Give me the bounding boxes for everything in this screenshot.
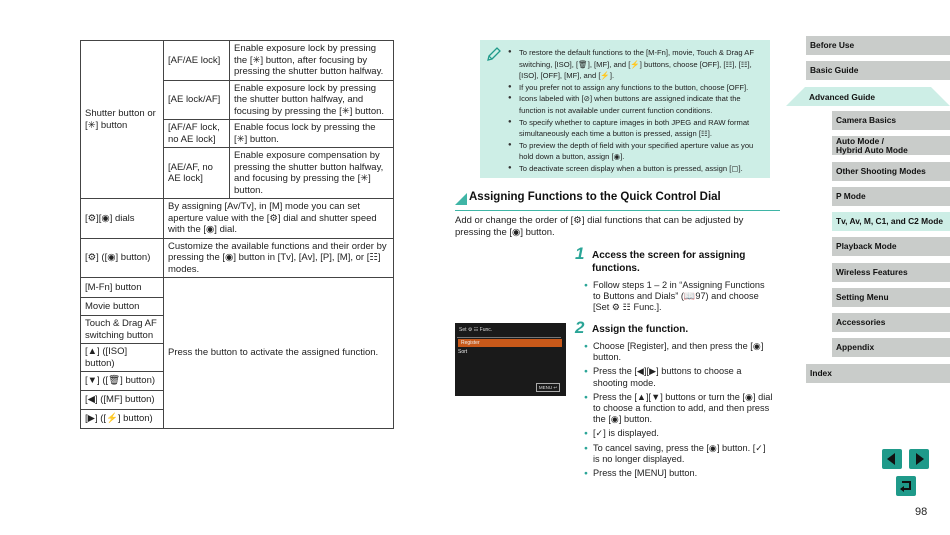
heading-triangle-icon bbox=[455, 193, 467, 205]
left-button-cell: [◀] ([MF] button) bbox=[81, 391, 164, 410]
pencil-icon bbox=[486, 46, 502, 62]
function-name: [AF/AE lock] bbox=[164, 41, 230, 81]
tip-box bbox=[480, 40, 770, 178]
function-desc: Enable exposure lock by pressing the [✳] button, after focusing by pressing the shutter button halfway. bbox=[230, 41, 394, 81]
list-item: ● Press the [◀][▶] buttons to choose a shooting mode. bbox=[584, 366, 774, 388]
assign-desc: Press the button to activate the assigned function. bbox=[164, 278, 394, 429]
function-name: [AE/AF, no AE lock] bbox=[164, 148, 230, 199]
nav-index[interactable]: Index bbox=[806, 364, 950, 383]
step-1-bullets bbox=[584, 280, 774, 317]
step-title: Access the screen for assigning functions. bbox=[592, 250, 746, 274]
section-title: Assigning Functions to the Quick Control Dial bbox=[469, 191, 721, 203]
table-row bbox=[81, 238, 394, 278]
step-number: 1 bbox=[575, 244, 585, 263]
tip-item: ● To specify whether to capture images in both JPEG and RAW format simultaneously each time a button is pressed, assign [☷]. bbox=[508, 117, 762, 140]
section-heading bbox=[455, 190, 780, 211]
function-desc: Enable focus lock by pressing the [✳] button. bbox=[230, 120, 394, 148]
dials-cell: [⚙][◉] dials bbox=[81, 199, 164, 239]
nav-camera-basics[interactable]: Camera Basics bbox=[832, 111, 950, 130]
function-table bbox=[80, 40, 394, 429]
function-desc: Enable exposure compensation by pressing the shutter button halfway, and focusing by pressing the [✳] button. bbox=[230, 148, 394, 199]
list-item: ● Press the [▲][▼] buttons or turn the [◉] dial to choose a function to add, and then press the [◉] button. bbox=[584, 392, 774, 426]
touch-drag-cell: Touch & Drag AF switching button bbox=[81, 316, 164, 344]
back-button[interactable] bbox=[896, 476, 916, 496]
nav-playback[interactable]: Playback Mode bbox=[832, 237, 950, 256]
camera-screen-header: Set ⚙ ☷ Func. bbox=[459, 327, 493, 333]
camera-screen-image bbox=[455, 323, 566, 396]
shutter-button-cell: Shutter button or [✳] button bbox=[81, 41, 164, 199]
menu-item-selected: Register bbox=[458, 339, 562, 347]
nav-accessories[interactable]: Accessories bbox=[832, 313, 950, 332]
next-page-button[interactable] bbox=[909, 449, 929, 469]
tip-item: ● To deactivate screen display when a button is pressed, assign [▢]. bbox=[508, 163, 762, 175]
dials-desc: By assigning [Av/Tv], in [M] mode you can set aperture value with the [⚙] dial and shutter speed with the [◉] dial. bbox=[164, 199, 394, 239]
function-name: [AF/AF lock, no AE lock] bbox=[164, 120, 230, 148]
list-item: ● [✓] is displayed. bbox=[584, 428, 774, 439]
mfn-cell: [M-Fn] button bbox=[81, 278, 164, 298]
nav-before-use[interactable]: Before Use bbox=[806, 36, 950, 55]
table-row bbox=[81, 41, 394, 81]
nav-tv-av-mode[interactable]: Tv, Av, M, C1, and C2 Mode bbox=[832, 212, 950, 231]
list-item: ● To cancel saving, press the [◉] button. [✓] is no longer displayed. bbox=[584, 443, 774, 465]
divider bbox=[457, 337, 561, 338]
nav-advanced-guide[interactable]: Advanced Guide bbox=[786, 87, 950, 106]
arrow-right-icon bbox=[909, 449, 929, 469]
nav-auto-mode[interactable]: Auto Mode / Hybrid Auto Mode bbox=[832, 136, 950, 155]
movie-cell: Movie button bbox=[81, 298, 164, 316]
menu-item: Sort bbox=[458, 349, 468, 355]
arrow-left-icon bbox=[882, 449, 902, 469]
prev-page-button[interactable] bbox=[882, 449, 902, 469]
tip-item: ● Icons labeled with [⊘] when buttons are assigned indicate that the function is not available under current function conditions. bbox=[508, 93, 762, 116]
nav-appendix[interactable]: Appendix bbox=[832, 338, 950, 357]
step-number: 2 bbox=[575, 318, 585, 337]
tip-item: ● To preview the depth of field with your specified aperture value as you hold down a button, assign [◉]. bbox=[508, 140, 762, 163]
function-desc: Enable exposure lock by pressing the shutter button halfway, and focusing by pressing the [✳] button. bbox=[230, 80, 394, 120]
section-intro: Add or change the order of [⚙] dial functions that can be adjusted by pressing the [◉] button. bbox=[455, 215, 744, 238]
tip-item: ● To restore the default functions to the [M-Fn], movie, Touch & Drag AF switching, [ISO], [🗑], [MF], and [⚡] buttons, choose [OFF], [☷], [☷], [ISO], [OFF], [MF], and [⚡]. bbox=[508, 47, 762, 82]
nav-other-shooting[interactable]: Other Shooting Modes bbox=[832, 162, 950, 181]
nav-setting-menu[interactable]: Setting Menu bbox=[832, 288, 950, 307]
down-button-cell: [▼] ([🗑] button) bbox=[81, 372, 164, 391]
function-name: [AE lock/AF] bbox=[164, 80, 230, 120]
list-item: ● Press the [MENU] button. bbox=[584, 468, 774, 479]
quick-control-cell: [⚙] ([◉] button) bbox=[81, 238, 164, 278]
list-item: ● Follow steps 1 – 2 in “Assigning Functions to Buttons and Dials” (📖97) and choose [Set ⚙ ☷ Func.]. bbox=[584, 280, 774, 314]
table-row bbox=[81, 199, 394, 239]
return-icon bbox=[896, 476, 916, 496]
page-number: 98 bbox=[915, 506, 928, 518]
menu-back-icon: MENU ↩ bbox=[536, 383, 560, 392]
tip-item: ● If you prefer not to assign any functions to the button, choose [OFF]. bbox=[508, 82, 762, 94]
tip-list bbox=[480, 40, 770, 175]
nav-basic-guide[interactable]: Basic Guide bbox=[806, 61, 950, 80]
table-row bbox=[81, 278, 394, 298]
right-button-cell: [▶] ([⚡] button) bbox=[81, 410, 164, 429]
list-item: ● Choose [Register], and then press the [◉] button. bbox=[584, 341, 774, 363]
up-button-cell: [▲] ([ISO] button) bbox=[81, 344, 164, 372]
step-title: Assign the function. bbox=[592, 324, 689, 335]
quick-control-desc: Customize the available functions and their order by pressing the [◉] button in [Tv], [Av], [P], [M], or [☷] modes. bbox=[164, 238, 394, 278]
nav-wireless[interactable]: Wireless Features bbox=[832, 263, 950, 282]
step-2-bullets bbox=[584, 341, 774, 482]
nav-p-mode[interactable]: P Mode bbox=[832, 187, 950, 206]
